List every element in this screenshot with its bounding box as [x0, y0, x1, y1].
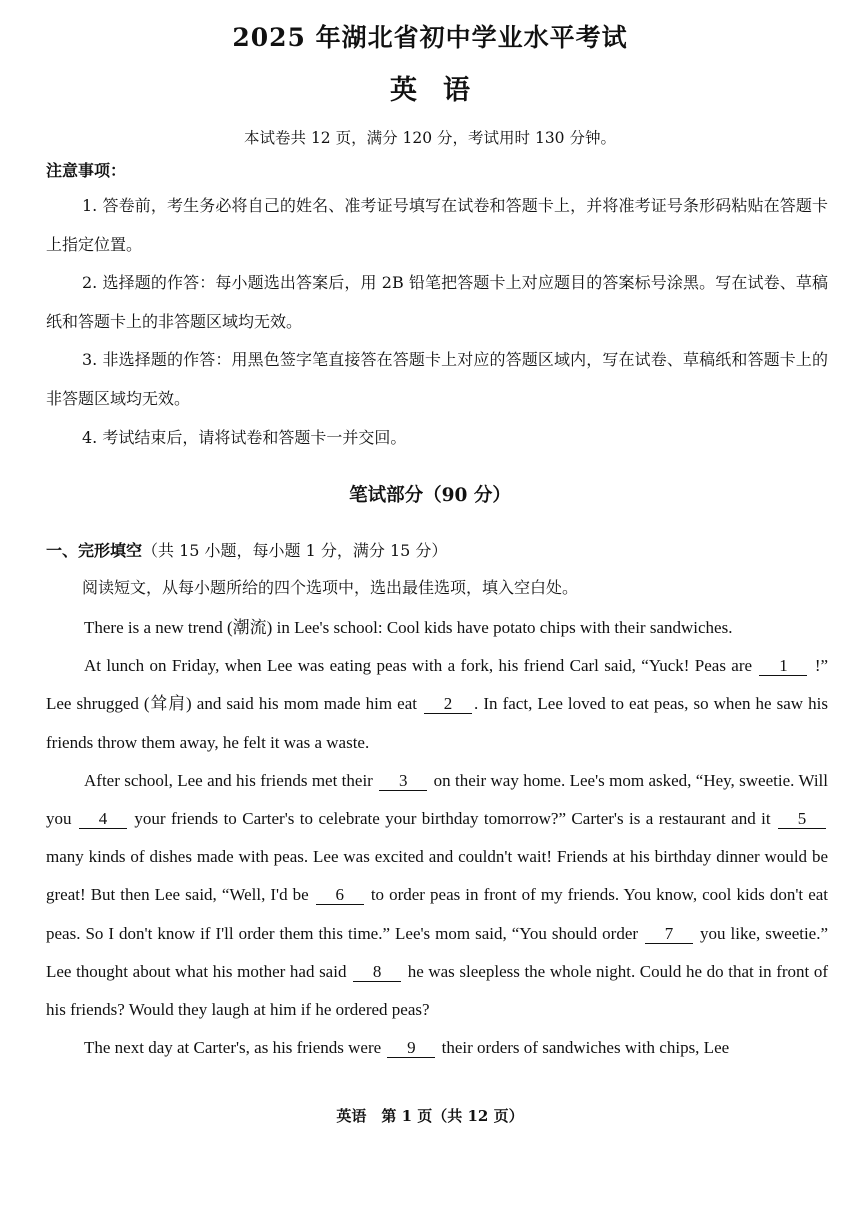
part-title: 一、完形填空	[46, 541, 143, 560]
note-item: 3. 非选择题的作答：用黑色签字笔直接答在答题卡上对应的答题区域内，写在试卷、草稿纸和答题卡上的非答题区域均无效。	[46, 350, 828, 408]
section-title: 笔试部分（90 分）	[349, 485, 511, 506]
passage-text: The next day at Carter's, as his friends were	[84, 1038, 382, 1058]
blank-8: 8	[353, 963, 401, 982]
note-item: 2. 选择题的作答：每小题选出答案后，用 2B 铅笔把答题卡上对应题目的答案标号涂黑。写在试卷、草稿纸和答题卡上的非答题区域均无效。	[46, 273, 828, 331]
passage-text: your friends to Carter's to celebrate your birthday tomorrow?” Carter's is a restaurant and it	[134, 809, 771, 829]
blank-1: 1	[759, 657, 807, 676]
passage-paragraph	[46, 762, 828, 1029]
subject-title: 英语	[390, 75, 496, 106]
cloze-passage	[46, 609, 828, 1067]
exam-title: 2025 年湖北省初中学业水平考试	[232, 23, 628, 52]
passage-text: on their way home. Lee's mom asked, “Hey, sweetie. Will you	[46, 770, 828, 829]
notes-heading: 注意事项：	[46, 161, 127, 180]
passage-text: At lunch on Friday, when Lee was eating peas with a fork, his friend Carl said, “Yuck! Peas are	[84, 656, 753, 676]
note-item: 1. 答卷前，考生务必将自己的姓名、准考证号填写在试卷和答题卡上，并将准考证号条形码粘贴在答题卡上指定位置。	[46, 196, 828, 254]
blank-2: 2	[424, 695, 472, 714]
blank-9: 9	[387, 1039, 435, 1058]
passage-text: After school, Lee and his friends met their	[84, 770, 373, 790]
passage-paragraph	[46, 1029, 828, 1067]
blank-6: 6	[316, 886, 364, 905]
page-footer: 英语 第 1 页（共 12 页）	[336, 1107, 524, 1125]
note-item: 4. 考试结束后，请将试卷和答题卡一并交回。	[82, 427, 407, 447]
passage-text: many kinds of dishes made with peas. Lee was excited and couldn't wait! Friends at his birthday dinner would be great! But then Lee said, “Well, I'd be	[46, 847, 828, 905]
exam-info: 本试卷共 12 页，满分 120 分，考试用时 130 分钟。	[244, 129, 616, 147]
passage-text: . In fact, Lee loved to eat peas, so when he saw his friends throw them away, he felt it was a waste.	[46, 694, 828, 752]
passage-text: to order peas in front of my friends. You know, cool kids don't eat peas. So I don't know if I'll order them this time.” Lee's mom said, “You should order	[46, 885, 829, 943]
notes-list	[46, 187, 828, 457]
passage-text: he was sleepless the whole night. Could he do that in front of his friends? Would they laugh at him if he ordered peas?	[46, 961, 829, 1020]
blank-4: 4	[79, 810, 127, 829]
blank-7: 7	[645, 925, 693, 944]
part-detail: （共 15 小题，每小题 1 分，满分 15 分）	[142, 541, 448, 560]
part-instruction: 阅读短文，从每小题所给的四个选项中，选出最佳选项，填入空白处。	[82, 578, 579, 597]
passage-text: you like, sweetie.” Lee thought about what his mother had said	[46, 923, 829, 981]
passage-paragraph	[46, 647, 828, 762]
passage-paragraph: There is a new trend (潮流) in Lee's school: Cool kids have potato chips with their sandwiches.	[84, 618, 733, 637]
passage-text: !” Lee shrugged (耸肩) and said his mom made him eat	[46, 656, 829, 714]
blank-3: 3	[379, 772, 427, 791]
blank-5: 5	[778, 810, 826, 829]
passage-text: their orders of sandwiches with chips, Lee	[441, 1038, 730, 1058]
part-heading	[46, 538, 447, 561]
